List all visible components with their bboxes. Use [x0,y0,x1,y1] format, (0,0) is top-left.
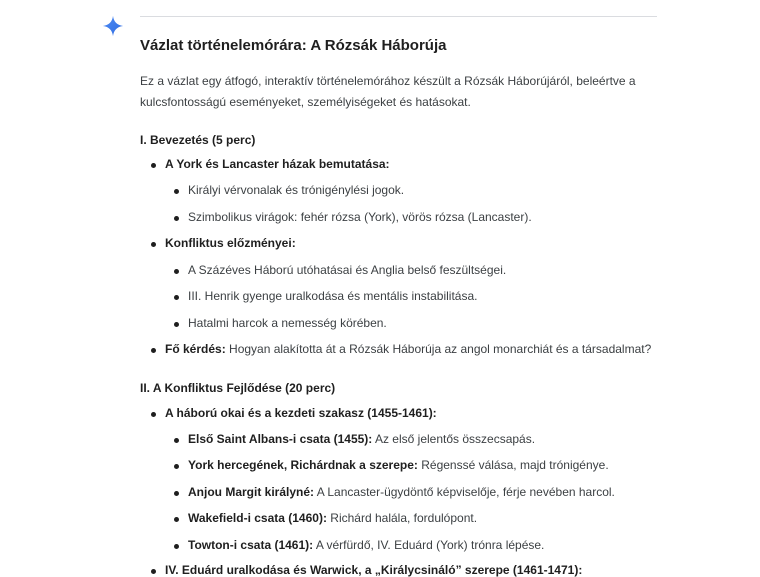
list-item-text: Szimbolikus virágok: fehér rózsa (York), vörös rózsa (Lancaster). [188,210,532,224]
list-item-text: Richárd halála, fordulópont. [326,511,478,525]
list-item-label: A York és Lancaster házak bemutatása: [165,157,390,171]
list-item-label: IV. Eduárd uralkodása és Warwick, a „Királycsináló” szerepe (1461-1471): [165,563,583,577]
bullet-icon [174,216,179,221]
list-item-text: Az első jelentős összecsapás. [372,432,536,446]
bullet-icon [174,517,179,522]
list-item [165,563,582,577]
bullet-icon [174,189,179,194]
list-item [165,406,437,420]
list-item-text: A vérfürdő, IV. Eduárd (York) trónra lépése. [313,538,545,552]
list-item [165,236,296,250]
bullet-icon [174,322,179,327]
gemini-sparkle-icon [102,15,124,37]
list-item [165,342,651,356]
bullet-icon [151,348,156,353]
list-item-text: Hatalmi harcok a nemesség körében. [188,316,387,330]
list-item [188,458,609,472]
bullet-icon [174,491,179,496]
top-divider [140,16,657,17]
list-item-label: Anjou Margit királyné: [188,485,315,499]
bullet-icon [174,544,179,549]
list-item-label: Konfliktus előzményei: [165,236,296,250]
bullet-icon [174,269,179,274]
list-item [188,432,535,446]
list-item-text: Hogyan alakította át a Rózsák Háborúja az angol monarchiát és a társadalmat? [225,342,652,356]
list-item-label: Első Saint Albans-i csata (1455): [188,432,373,446]
list-item [188,289,477,303]
list-item [188,511,477,525]
bullet-icon [174,295,179,300]
response-title: Vázlat történelemórára: A Rózsák Háborúja [140,37,447,54]
list-item-label: York hercegének, Richárdnak a szerepe: [188,458,418,472]
list-item-text: Régenssé válása, majd trónigénye. [417,458,609,472]
intro-paragraph: Ez a vázlat egy átfogó, interaktív történelemórához készült a Rózsák Háborújáról, beleértve a kulcsfontosságú eseményeket, személyiségeket és hatásokat. [140,74,636,109]
bullet-icon [174,464,179,469]
list-item-label: Wakefield-i csata (1460): [188,511,327,525]
list-item-text: III. Henrik gyenge uralkodása és mentális instabilitása. [188,289,478,303]
list-item-text: A Százéves Háború utóhatásai és Anglia belső feszültségei. [188,263,507,277]
list-item [165,157,390,171]
section-heading-development: II. A Konfliktus Fejlődése (20 perc) [140,381,336,395]
list-item-text: A Lancaster-ügydöntő képviselője, férje nevében harcol. [314,485,615,499]
list-item [188,485,615,499]
list-item-label: Fő kérdés: [165,342,226,356]
list-item-text: Királyi vérvonalak és trónigénylési jogok. [188,183,405,197]
list-item [188,210,532,224]
section-heading-introduction: I. Bevezetés (5 perc) [140,133,256,147]
bullet-icon [151,242,156,247]
bullet-icon [151,163,156,168]
list-item-label: Towton-i csata (1461): [188,538,314,552]
bullet-icon [174,438,179,443]
list-item-label: A háború okai és a kezdeti szakasz (1455-1461): [165,406,437,420]
list-item [188,183,404,197]
bullet-icon [151,412,156,417]
list-item [188,538,544,552]
list-item [188,263,506,277]
list-item [188,316,387,330]
